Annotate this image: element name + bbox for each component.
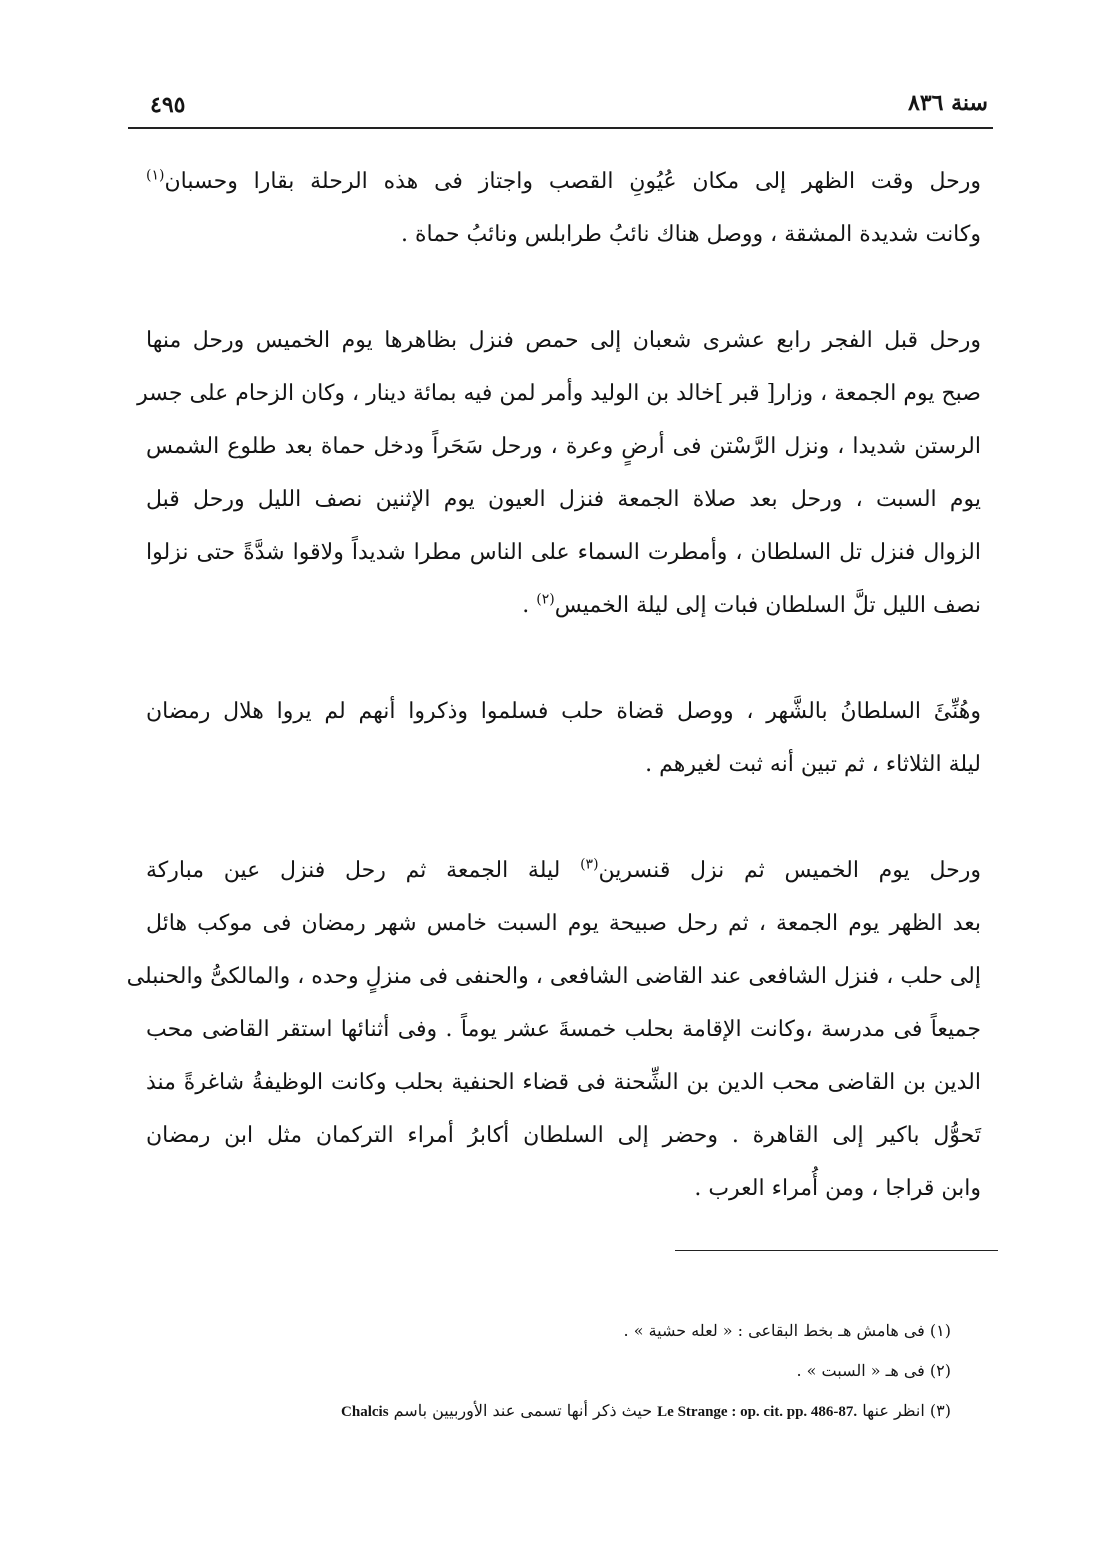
footnote-ref-1: (١)	[146, 167, 165, 184]
paragraph-3	[146, 685, 981, 791]
footnote-ref-2: (٢)	[536, 591, 555, 608]
text-line: وكانت شديدة المشقة ، ووصل هناك نائبُ طرابلس ونائبُ حماة .	[401, 222, 981, 247]
footnote-divider	[675, 1250, 998, 1251]
running-title: سنة ٨٣٦	[908, 90, 988, 116]
text-line: الدين بن القاضى محب الدين بن الشِّحنة فى قضاء الحنفية بحلب وكانت الوظيفةُ شاغرةً منذ	[146, 1070, 981, 1095]
text-line: تَحوُّل باكير إلى القاهرة . وحضر إلى السلطان أكابرُ أمراء التركمان مثل ابن رمضان	[146, 1123, 981, 1148]
paragraph-4	[126, 844, 981, 1215]
latin-place-name: Chalcis	[341, 1404, 389, 1420]
text-line: ورحل قبل الفجر رابع عشرى شعبان إلى حمص فنزل بظاهرها يوم الخميس ورحل منها	[146, 328, 981, 353]
text-line: بعد الظهر يوم الجمعة ، ثم رحل صبيحة يوم السبت خامس شهر رمضان فى موكب هائل	[146, 911, 981, 936]
text-line: ورحل يوم الخميس ثم نزل قنسرين$^{(٣)}$ ليلة الجمعة ثم رحل فنزل عين مباركة	[146, 856, 981, 883]
text-line: الزوال فنزل تل السلطان ، وأمطرت السماء على الناس مطرا شديداً ولاقوا شدَّةً حتى نزلوا	[146, 540, 981, 565]
text-line: ليلة الثلاثاء ، ثم تبين أنه ثبت لغيرهم .	[645, 752, 981, 777]
main-text	[126, 155, 981, 1215]
text-line: يوم السبت ، ورحل بعد صلاة الجمعة فنزل العيون يوم الإثنين نصف الليل ورحل قبل	[146, 487, 981, 512]
footnote-2: (٢) فى هـ « السبت » .	[796, 1361, 951, 1380]
footnote-1: (١) فى هامش هـ بخط البقاعى : « لعله حشية » .	[623, 1321, 951, 1340]
text-line: وابن قراجا ، ومن أُمراء العرب .	[694, 1176, 981, 1201]
header-divider	[128, 127, 993, 129]
text-line: صبح يوم الجمعة ، وزار[ قبر ]خالد بن الوليد وأمر لمن فيه بمائة دينار ، وكان الزحام على جسر	[137, 381, 981, 406]
text-line: وهُنِّئَ السلطانُ بالشَّهر ، ووصل قضاة حلب فسلموا وذكروا أنهم لم يروا هلال رمضان	[146, 699, 981, 724]
footnote-ref-3: (٣)	[580, 856, 599, 873]
text-line: ورحل وقت الظهر إلى مكان عُيُونِ القصب واجتاز فى هذه الرحلة بقارا وحسبان$^{(١)}$	[146, 167, 981, 194]
page-number: ٤٩٥	[150, 92, 186, 118]
text-line: إلى حلب ، فنزل الشافعى عند القاضى الشافعى ، والحنفى فى منزلٍ وحده ، والمالكىُّ والحنبلى	[126, 964, 981, 989]
citation-reference: Le Strange : op. cit. pp. 486-87.	[657, 1404, 858, 1420]
footnote-3: (٣) انظر عنها Le Strange : op. cit. pp. 486-87. حيث ذكر أنها تسمى عند الأوربيين باسم Chalcis	[341, 1401, 951, 1420]
paragraph-2	[137, 314, 981, 632]
paragraph-1	[146, 155, 981, 261]
text-line: الرستن شديدا ، ونزل الرَّسْتن فى أرضٍ وعرة ، ورحل سَحَراً ودخل حماة بعد طلوع الشمس	[146, 434, 981, 459]
footnotes	[151, 1311, 951, 1432]
text-line: جميعاً فى مدرسة ،وكانت الإقامة بحلب خمسةَ عشر يوماً . وفى أثنائها استقر القاضى محب	[146, 1017, 981, 1042]
text-line: نصف الليل تلَّ السلطان فبات إلى ليلة الخميس$^{(٢)}$ .	[522, 591, 981, 618]
